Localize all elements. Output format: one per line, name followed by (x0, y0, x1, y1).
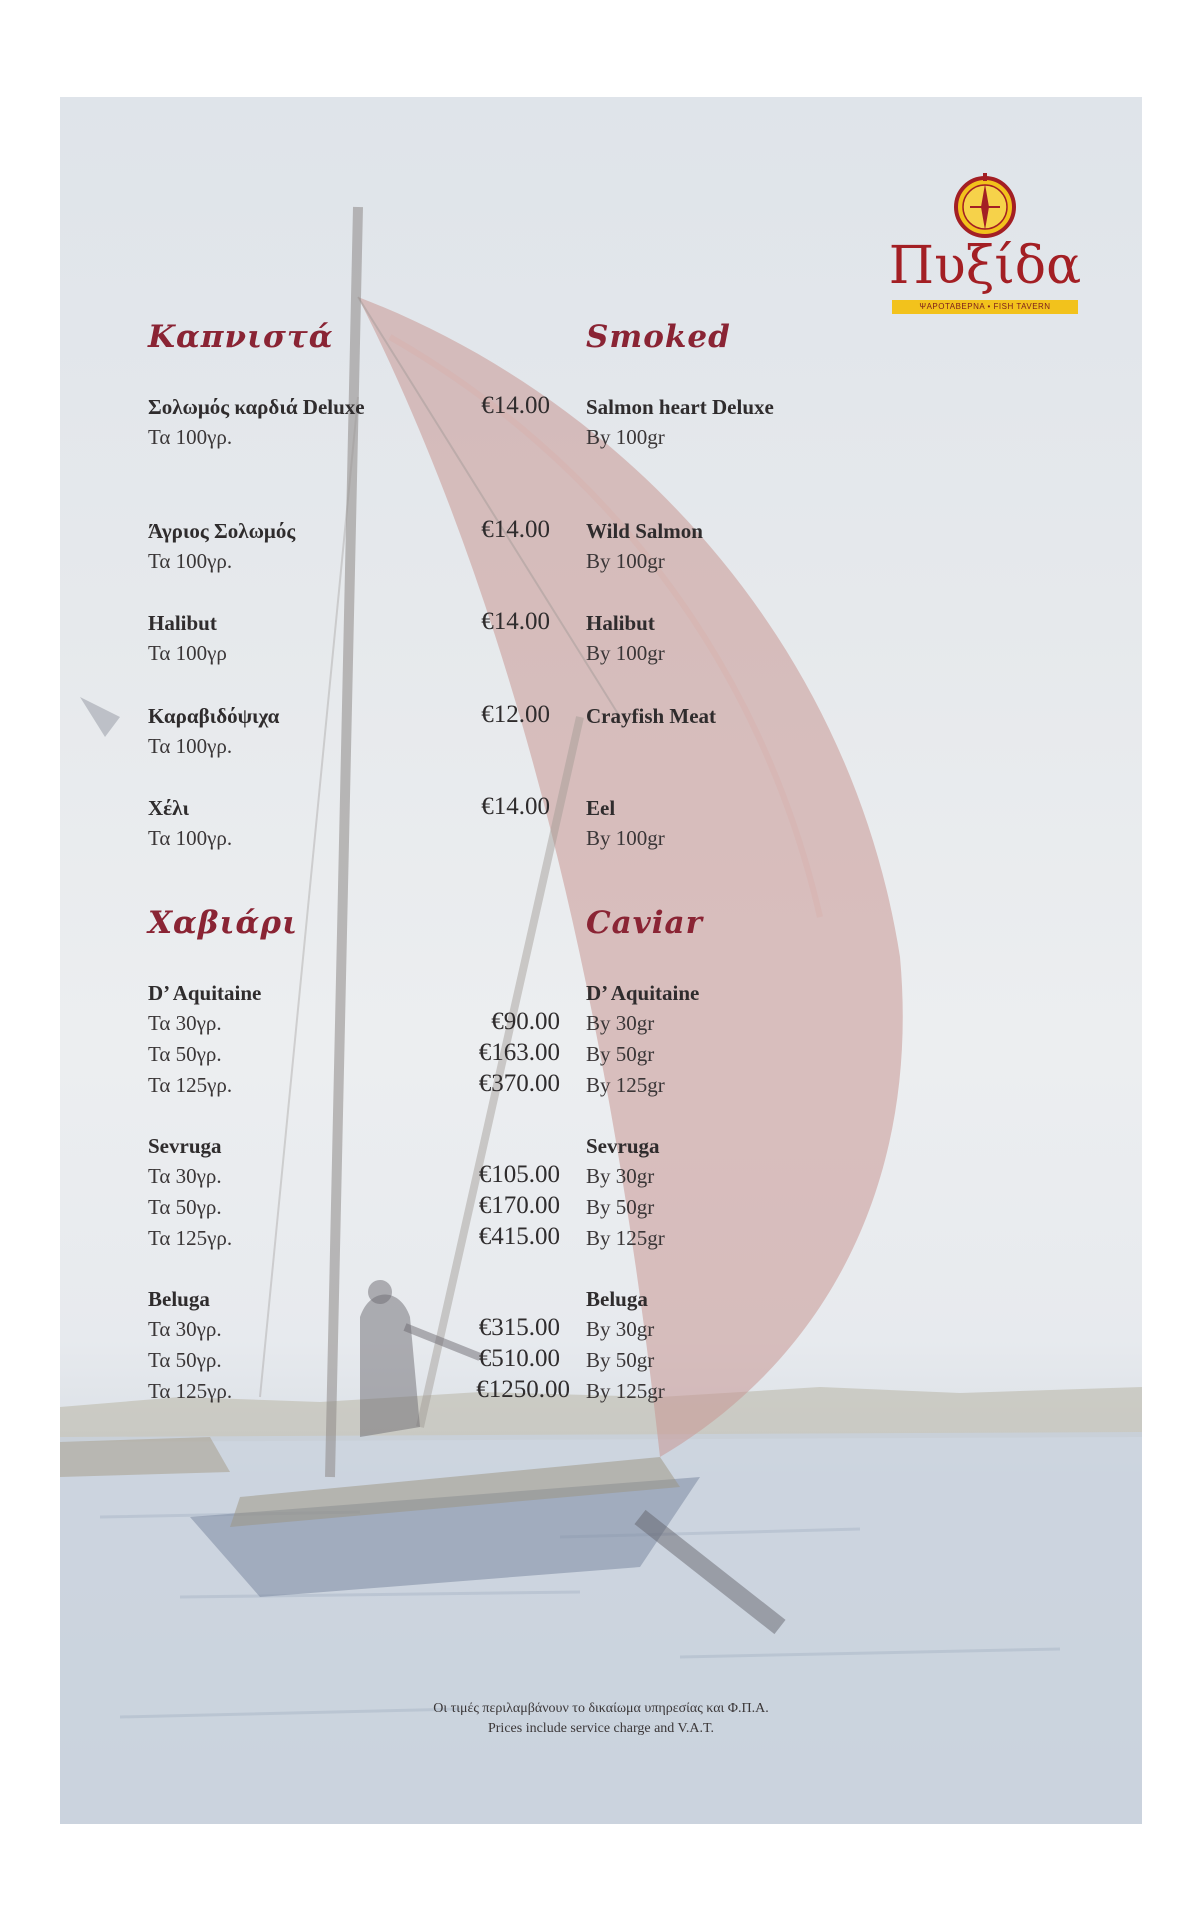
smoked-item-unit-gr: Τα 100γρ. (148, 734, 233, 758)
smoked-item-unit-en: By 100gr (586, 425, 665, 449)
caviar-size-gr: Τα 50γρ. (148, 1348, 222, 1372)
smoked-item-name-en: Eel (586, 796, 616, 820)
smoked-item-name-gr: Χέλι (148, 796, 189, 820)
caviar-size-price: €1250.00 (476, 1376, 570, 1403)
caviar-size-gr: Τα 125γρ. (148, 1226, 233, 1250)
caviar-size-price: €90.00 (491, 1008, 560, 1035)
smoked-item-name-gr: Σολωμός καρδιά Deluxe (148, 395, 365, 419)
menu-page (60, 97, 1142, 1824)
caviar-size-en: By 125gr (586, 1379, 665, 1403)
smoked-item-name-en: Salmon heart Deluxe (586, 395, 774, 419)
logo-name: Πυξίδα (888, 236, 1082, 296)
caviar-size-price: €370.00 (478, 1070, 560, 1097)
caviar-size-price: €170.00 (478, 1192, 560, 1219)
caviar-size-price: €315.00 (478, 1314, 560, 1341)
caviar-size-gr: Τα 30γρ. (148, 1011, 222, 1035)
smoked-item-price: €14.00 (481, 793, 550, 820)
smoked-item-price: €14.00 (481, 392, 550, 419)
logo (880, 172, 1090, 322)
caviar-size-en: By 30gr (586, 1317, 655, 1341)
smoked-item-unit-gr: Τα 100γρ (148, 641, 227, 665)
section-title-caviar-gr: Χαβιάρι (148, 905, 298, 941)
compass-icon (950, 172, 1020, 242)
caviar-size-gr: Τα 30γρ. (148, 1317, 222, 1341)
smoked-item-price: €14.00 (481, 608, 550, 635)
smoked-item-unit-gr: Τα 100γρ. (148, 425, 233, 449)
footer-note-en: Prices include service charge and V.A.T. (487, 1721, 714, 1736)
footer-note-gr: Οι τιμές περιλαμβάνουν το δικαίωμα υπηρεσίας και Φ.Π.Α. (433, 1701, 769, 1716)
caviar-size-price: €415.00 (478, 1223, 560, 1250)
smoked-item-name-gr: Καραβιδόψιχα (148, 704, 280, 728)
smoked-item-name-en: Halibut (586, 611, 655, 635)
caviar-item-name-gr: Beluga (148, 1287, 210, 1311)
caviar-size-en: By 125gr (586, 1073, 665, 1097)
smoked-item-unit-en: By 100gr (586, 641, 665, 665)
caviar-item-name-en: Beluga (586, 1287, 648, 1311)
section-title-caviar-en: Caviar (586, 905, 703, 941)
caviar-size-en: By 50gr (586, 1195, 655, 1219)
caviar-size-gr: Τα 50γρ. (148, 1042, 222, 1066)
caviar-size-en: By 30gr (586, 1011, 655, 1035)
caviar-size-gr: Τα 125γρ. (148, 1073, 233, 1097)
caviar-size-price: €510.00 (478, 1345, 560, 1372)
caviar-size-gr: Τα 50γρ. (148, 1195, 222, 1219)
section-title-smoked-gr: Καπνιστά (148, 319, 334, 355)
caviar-size-en: By 125gr (586, 1226, 665, 1250)
smoked-item-name-gr: Άγριος Σολωμός (148, 519, 296, 543)
caviar-size-gr: Τα 125γρ. (148, 1379, 233, 1403)
smoked-item-name-en: Crayfish Meat (586, 704, 717, 728)
logo-tagline: ΨΑΡΟΤΑΒΕΡΝΑ • FISH TAVERN (892, 300, 1078, 314)
section-title-smoked-en: Smoked (586, 319, 731, 355)
smoked-item-name-en: Wild Salmon (586, 519, 703, 543)
caviar-item-name-en: D’ Aquitaine (586, 981, 700, 1005)
caviar-size-en: By 50gr (586, 1348, 655, 1372)
smoked-item-unit-en: By 100gr (586, 826, 665, 850)
caviar-item-name-gr: Sevruga (148, 1134, 222, 1158)
smoked-item-unit-en: By 100gr (586, 549, 665, 573)
caviar-item-name-gr: D’ Aquitaine (148, 981, 262, 1005)
caviar-size-en: By 30gr (586, 1164, 655, 1188)
caviar-item-name-en: Sevruga (586, 1134, 660, 1158)
smoked-item-price: €12.00 (481, 701, 550, 728)
caviar-size-en: By 50gr (586, 1042, 655, 1066)
caviar-size-price: €105.00 (478, 1161, 560, 1188)
smoked-item-unit-gr: Τα 100γρ. (148, 826, 233, 850)
smoked-item-unit-gr: Τα 100γρ. (148, 549, 233, 573)
caviar-size-gr: Τα 30γρ. (148, 1164, 222, 1188)
caviar-size-price: €163.00 (478, 1039, 560, 1066)
smoked-item-price: €14.00 (481, 516, 550, 543)
smoked-item-name-gr: Halibut (148, 611, 217, 635)
